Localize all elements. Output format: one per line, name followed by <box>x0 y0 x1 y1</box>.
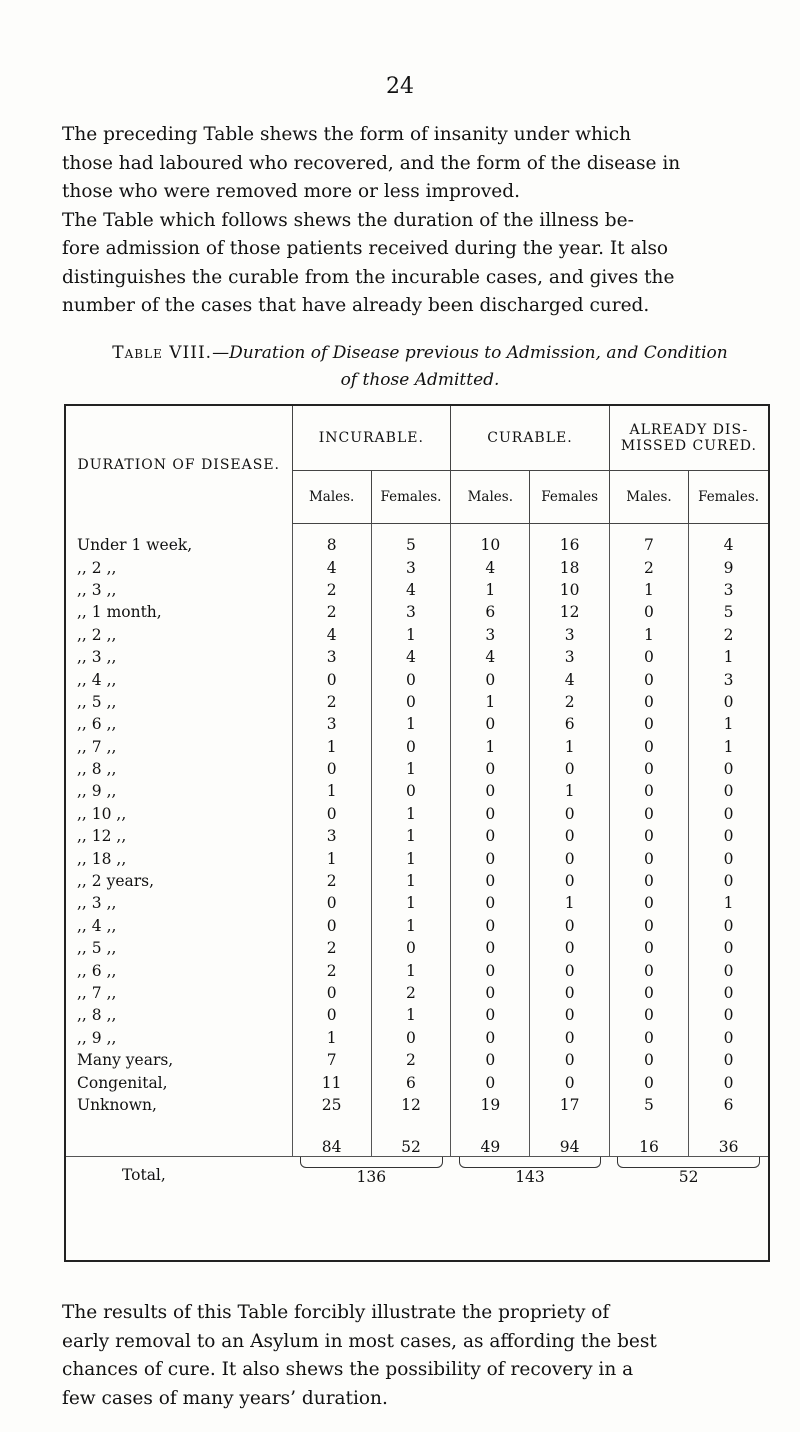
table-cell: 0 <box>689 915 768 937</box>
table-cell: 2 <box>292 870 371 892</box>
table-cell: 0 <box>451 713 530 735</box>
table-cell: 19 <box>451 1094 530 1116</box>
table-cell: 0 <box>451 803 530 825</box>
row-label: ,, 7 ,, <box>77 984 117 1002</box>
table-cell: 0 <box>609 780 688 802</box>
table-cell: 1 <box>292 736 371 758</box>
table-cell: 0 <box>451 937 530 959</box>
brace-mark <box>300 1157 443 1168</box>
brace-mark <box>617 1157 760 1168</box>
table-cell: 3 <box>292 825 371 847</box>
table-cell: 0 <box>689 1071 768 1093</box>
table-cell: 0 <box>451 780 530 802</box>
table-row <box>66 1071 768 1093</box>
table-cell: 0 <box>609 601 688 623</box>
table-cell: 1 <box>689 736 768 758</box>
column-subheader: Females. <box>371 471 450 524</box>
table-cell: 6 <box>530 713 609 735</box>
table-row <box>66 624 768 646</box>
table-row <box>66 556 768 578</box>
table-cell: 5 <box>689 601 768 623</box>
table-cell: 2 <box>530 691 609 713</box>
table-cell: 0 <box>451 668 530 690</box>
table-cell: 7 <box>292 1049 371 1071</box>
table-cell: 0 <box>609 713 688 735</box>
column-sum: 94 <box>530 1116 609 1157</box>
row-label: ,, 3 ,, <box>77 580 117 599</box>
table-cell: 0 <box>530 915 609 937</box>
row-label: ,, 10 ,, <box>77 804 127 823</box>
table-cell: 0 <box>451 847 530 869</box>
table-cell: 4 <box>530 668 609 690</box>
table-cell: 0 <box>689 959 768 981</box>
table-cell: 0 <box>530 825 609 847</box>
table-cell: 25 <box>292 1094 371 1116</box>
table-cell: 1 <box>371 959 450 981</box>
table-cell: 4 <box>292 556 371 578</box>
table-cell: 0 <box>609 736 688 758</box>
column-sum: 16 <box>609 1116 688 1157</box>
table-cell: 9 <box>689 556 768 578</box>
table-cell: 17 <box>530 1094 609 1116</box>
table-cell: 4 <box>689 524 768 557</box>
table-cell: 0 <box>451 915 530 937</box>
row-label: ,, 8 ,, <box>77 760 117 779</box>
table-cell: 8 <box>292 524 371 557</box>
table-cell: 16 <box>530 524 609 557</box>
table-cell: 0 <box>689 937 768 959</box>
table-cell: 0 <box>292 915 371 937</box>
table-row <box>66 803 768 825</box>
table-row <box>66 1027 768 1049</box>
table-cell: 6 <box>371 1071 450 1093</box>
row-label: ,, 9 ,, <box>77 1028 117 1047</box>
table-cell: 0 <box>609 959 688 981</box>
duration-header: DURATION OF DISEASE. <box>66 406 292 524</box>
table-cell: 0 <box>609 847 688 869</box>
table-cell: 0 <box>689 758 768 780</box>
row-label: ,, 9 ,, <box>77 782 117 801</box>
text-line: The preceding Table shews the form of insanity under which <box>62 124 632 145</box>
table-cell: 1 <box>371 892 450 914</box>
table-cell: 0 <box>530 1049 609 1071</box>
column-subheader: Females. <box>689 471 768 524</box>
table-cell: 1 <box>371 847 450 869</box>
table-cell: 12 <box>530 601 609 623</box>
table-cell: 2 <box>609 556 688 578</box>
table-cell: 0 <box>689 691 768 713</box>
table-cell: 2 <box>371 1049 450 1071</box>
table-cell: 3 <box>292 713 371 735</box>
table-cell: 0 <box>530 870 609 892</box>
table-cell: 10 <box>530 579 609 601</box>
table-cell: 3 <box>530 646 609 668</box>
table-cell: 3 <box>530 624 609 646</box>
table-cell: 0 <box>609 1027 688 1049</box>
table-row <box>66 915 768 937</box>
table-cell: 0 <box>530 982 609 1004</box>
table-cell: 0 <box>451 892 530 914</box>
table-cell: 0 <box>451 1004 530 1026</box>
table-cell: 18 <box>530 556 609 578</box>
table-cell: 1 <box>371 870 450 892</box>
table-row <box>66 892 768 914</box>
table-cell: 0 <box>530 1004 609 1026</box>
table-cell: 5 <box>371 524 450 557</box>
table-caption <box>60 340 780 394</box>
table-row <box>66 646 768 668</box>
brace-mark <box>459 1157 602 1168</box>
column-subheader: Males. <box>451 471 530 524</box>
table-cell: 4 <box>451 646 530 668</box>
row-label: ,, 1 month, <box>77 603 162 622</box>
table-cell: 0 <box>371 1027 450 1049</box>
column-sum: 52 <box>371 1116 450 1157</box>
total-label: Total, <box>122 1166 166 1185</box>
column-subheader: Males. <box>292 471 371 524</box>
table-cell: 1 <box>371 624 450 646</box>
table-cell: 0 <box>292 982 371 1004</box>
table-cell: 0 <box>609 803 688 825</box>
table-row <box>66 691 768 713</box>
group-header-curable: CURABLE. <box>451 406 610 471</box>
table-cell: 1 <box>371 825 450 847</box>
table-row <box>66 870 768 892</box>
table-cell: 1 <box>451 579 530 601</box>
table-cell: 0 <box>530 959 609 981</box>
table-cell: 0 <box>689 1004 768 1026</box>
table-cell: 0 <box>371 736 450 758</box>
table-cell: 4 <box>371 579 450 601</box>
intro-paragraph <box>62 121 772 321</box>
table-row <box>66 1049 768 1071</box>
table-row <box>66 758 768 780</box>
table-cell: 1 <box>609 624 688 646</box>
column-sum: 49 <box>451 1116 530 1157</box>
table-cell: 0 <box>451 959 530 981</box>
table-cell: 0 <box>292 758 371 780</box>
table-cell: 0 <box>609 646 688 668</box>
table-row <box>66 780 768 802</box>
group-header-dismissed-cured: ALREADY DIS- MISSED CURED. <box>609 406 768 471</box>
row-label: ,, 6 ,, <box>77 715 117 734</box>
column-sum: 84 <box>292 1116 371 1157</box>
row-label: ,, 3 ,, <box>77 894 117 913</box>
table-row <box>66 736 768 758</box>
table-cell: 0 <box>689 982 768 1004</box>
row-label: Many years, <box>77 1051 174 1070</box>
table-cell: 0 <box>530 758 609 780</box>
table-cell: 0 <box>609 982 688 1004</box>
table-cell: 0 <box>451 825 530 847</box>
text-line: those had laboured who recovered, and the form of the disease in <box>62 152 681 174</box>
row-label: Unknown, <box>77 1095 157 1114</box>
page-number: 24 <box>386 74 414 99</box>
table-cell: 1 <box>292 1027 371 1049</box>
table-cell: 3 <box>292 646 371 668</box>
table-cell: 0 <box>530 847 609 869</box>
table-cell: 3 <box>371 556 450 578</box>
table-cell: 3 <box>451 624 530 646</box>
table-cell: 0 <box>451 982 530 1004</box>
table-row <box>66 847 768 869</box>
table-cell: 3 <box>689 668 768 690</box>
table-cell: 3 <box>689 579 768 601</box>
table-cell: 0 <box>292 803 371 825</box>
table-cell: 0 <box>689 1027 768 1049</box>
text-line: those who were removed more or less improved. <box>62 181 520 202</box>
table-cell: 5 <box>609 1094 688 1116</box>
table-cell: 0 <box>609 1049 688 1071</box>
table-cell: 0 <box>689 803 768 825</box>
table-cell: 0 <box>530 1027 609 1049</box>
table-cell: 0 <box>609 691 688 713</box>
table-cell: 0 <box>292 668 371 690</box>
row-label: Under 1 week, <box>77 535 193 554</box>
table-cell: 0 <box>689 870 768 892</box>
row-label: ,, 4 ,, <box>77 916 117 935</box>
table-row <box>66 524 768 557</box>
table-cell: 1 <box>292 780 371 802</box>
table-row <box>66 579 768 601</box>
table-row <box>66 1094 768 1116</box>
table-row <box>66 959 768 981</box>
row-label: Congenital, <box>77 1073 168 1092</box>
table-cell: 6 <box>689 1094 768 1116</box>
table-cell: 0 <box>609 870 688 892</box>
text-line: chances of cure. It also shews the possibility of recovery in a <box>62 1359 634 1380</box>
table-title-line1: —Duration of Disease previous to Admission, and Condition <box>212 343 728 363</box>
closing-paragraph <box>62 1299 772 1413</box>
table-cell: 1 <box>609 579 688 601</box>
table-cell: 0 <box>292 892 371 914</box>
column-sum: 36 <box>689 1116 768 1157</box>
text-line: early removal to an Asylum in most cases, as affording the best <box>62 1330 657 1352</box>
table-cell: 1 <box>371 915 450 937</box>
row-label: ,, 2 ,, <box>77 625 117 644</box>
column-subheader: Females <box>530 471 609 524</box>
text-line: The Table which follows shews the duration of the illness be- <box>62 209 634 231</box>
table-cell: 2 <box>371 982 450 1004</box>
table-cell: 1 <box>451 691 530 713</box>
table-cell: 0 <box>609 892 688 914</box>
table-cell: 1 <box>371 803 450 825</box>
table-cell: 0 <box>609 1071 688 1093</box>
table-cell: 1 <box>689 713 768 735</box>
table-cell: 1 <box>689 892 768 914</box>
text-line: few cases of many years’ duration. <box>62 1387 388 1409</box>
table-cell: 1 <box>292 847 371 869</box>
duration-table <box>64 404 770 1262</box>
table-cell: 1 <box>530 736 609 758</box>
group-total: 52 <box>678 1168 699 1187</box>
table-cell: 0 <box>371 691 450 713</box>
table-cell: 0 <box>530 937 609 959</box>
row-label: ,, 7 ,, <box>77 737 117 756</box>
table-cell: 1 <box>371 1004 450 1026</box>
table-cell: 1 <box>689 646 768 668</box>
table-row <box>66 668 768 690</box>
table-cell: 3 <box>371 601 450 623</box>
table-cell: 2 <box>292 579 371 601</box>
table-cell: 0 <box>451 1071 530 1093</box>
row-label: ,, 8 ,, <box>77 1006 117 1025</box>
row-label: ,, 18 ,, <box>77 849 127 868</box>
table-cell: 4 <box>451 556 530 578</box>
text-line: The results of this Table forcibly illustrate the propriety of <box>62 1302 610 1323</box>
table-cell: 4 <box>292 624 371 646</box>
table-cell: 0 <box>451 870 530 892</box>
row-label: ,, 2 years, <box>77 872 155 891</box>
table-cell: 0 <box>451 758 530 780</box>
text-line: fore admission of those patients received during the year. It also <box>62 238 669 259</box>
table-cell: 0 <box>530 1071 609 1093</box>
table-cell: 2 <box>292 691 371 713</box>
table-cell: 0 <box>609 1004 688 1026</box>
row-label: ,, 4 ,, <box>77 670 117 689</box>
table-cell: 0 <box>689 825 768 847</box>
table-cell: 0 <box>609 668 688 690</box>
table-cell: 4 <box>371 646 450 668</box>
table-cell: 1 <box>451 736 530 758</box>
row-label: ,, 12 ,, <box>77 827 127 846</box>
table-cell: 11 <box>292 1071 371 1093</box>
table-label: Table VIII. <box>112 343 213 363</box>
table-row <box>66 982 768 1004</box>
table-title-line2: of those Admitted. <box>340 370 500 390</box>
table-cell: 12 <box>371 1094 450 1116</box>
table-cell: 0 <box>689 780 768 802</box>
table-cell: 1 <box>530 780 609 802</box>
table-cell: 0 <box>371 780 450 802</box>
table-cell: 0 <box>451 1049 530 1071</box>
table-cell: 0 <box>371 668 450 690</box>
row-label: ,, 6 ,, <box>77 961 117 980</box>
group-total: 143 <box>515 1168 545 1187</box>
table-cell: 0 <box>292 1004 371 1026</box>
table-cell: 2 <box>292 959 371 981</box>
text-line: distinguishes the curable from the incurable cases, and gives the <box>62 266 675 288</box>
group-header-incurable: INCURABLE. <box>292 406 451 471</box>
table-cell: 0 <box>689 1049 768 1071</box>
table-cell: 0 <box>689 847 768 869</box>
table-cell: 0 <box>609 825 688 847</box>
table-cell: 1 <box>530 892 609 914</box>
table-cell: 6 <box>451 601 530 623</box>
table-cell: 0 <box>530 803 609 825</box>
table-row <box>66 937 768 959</box>
table-cell: 0 <box>609 915 688 937</box>
column-sums-row <box>66 1116 768 1157</box>
table-cell: 0 <box>609 937 688 959</box>
row-label: ,, 3 ,, <box>77 648 117 667</box>
group-total: 136 <box>356 1168 387 1187</box>
table-cell: 1 <box>371 758 450 780</box>
row-label: ,, 5 ,, <box>77 939 117 958</box>
row-label: ,, 2 ,, <box>77 558 117 577</box>
row-label: ,, 5 ,, <box>77 692 117 711</box>
table-row <box>66 1004 768 1026</box>
table-cell: 7 <box>609 524 688 557</box>
total-row <box>66 1157 768 1194</box>
table-row <box>66 601 768 623</box>
text-line: number of the cases that have already been discharged cured. <box>62 295 650 316</box>
table-cell: 10 <box>451 524 530 557</box>
table-row <box>66 825 768 847</box>
table-cell: 0 <box>451 1027 530 1049</box>
table-cell: 2 <box>689 624 768 646</box>
table-cell: 0 <box>371 937 450 959</box>
table-cell: 2 <box>292 937 371 959</box>
table-cell: 2 <box>292 601 371 623</box>
table-cell: 1 <box>371 713 450 735</box>
table-cell: 0 <box>609 758 688 780</box>
table-row <box>66 713 768 735</box>
column-subheader: Males. <box>609 471 688 524</box>
